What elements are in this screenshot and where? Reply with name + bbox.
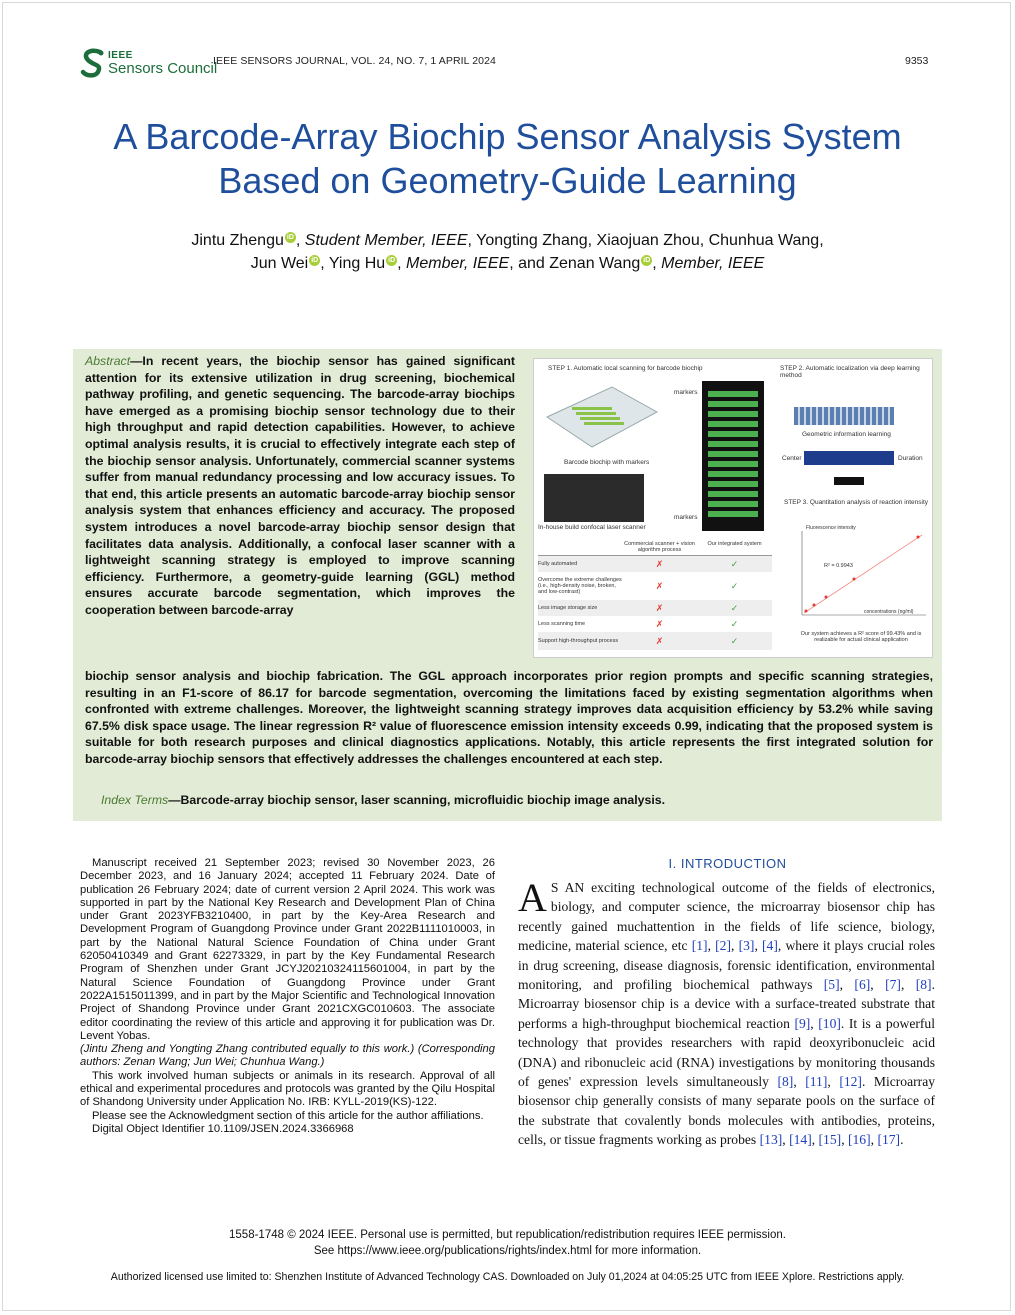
- abstract-column-text: [85, 353, 515, 619]
- running-head: IEEE SENSORS JOURNAL, VOL. 24, NO. 7, 1 APRIL 2024: [213, 55, 496, 67]
- author-role: Student Member, IEEE: [304, 232, 468, 249]
- citation-link[interactable]: [2]: [715, 938, 731, 954]
- footnote-corresponding: (Jintu Zheng and Yongting Zhang contributed equally to this work.) (Corresponding authors: Zenan Wang; Jun Wei; Chunhua Wang.): [80, 1043, 495, 1069]
- ga-step1-label: STEP 1. Automatic local scanning for barcode biochip: [548, 365, 703, 372]
- r2-label: R² = 0.9943: [824, 563, 853, 569]
- table-row: Support high-throughput process ✗ ✓: [538, 632, 772, 650]
- footnote-ethics: This work involved human subjects or animals in its research. Approval of all ethical and experimental procedures and protocols was granted by the Qilu Hospital of Shandong University under Application No. IRB: KYLL-2019(KS)-122.: [80, 1069, 495, 1109]
- citation-link[interactable]: [5]: [823, 977, 840, 993]
- copyright-line2[interactable]: See https://www.ieee.org/publications/rights/index.html for more information.: [313, 1245, 702, 1257]
- comparison-table: [538, 539, 772, 650]
- table-head-commercial: Commercial scanner + vision algorithm process: [624, 541, 695, 553]
- geo-learning-label: Geometric information learning: [802, 431, 891, 438]
- footnote-doi[interactable]: Digital Object Identifier 10.1109/JSEN.2024.3366968: [92, 1122, 354, 1135]
- orcid-icon[interactable]: iD: [388, 257, 396, 264]
- citation-link[interactable]: [10]: [818, 1015, 841, 1031]
- ga-step2-label: STEP 2. Automatic localization via deep learning method: [780, 365, 920, 379]
- logo-ieee-text: IEEE: [108, 49, 133, 61]
- table-row: Less image storage size ✗ ✓: [538, 600, 772, 616]
- citation-link[interactable]: [13]: [759, 1132, 783, 1148]
- citation-link[interactable]: [6]: [854, 977, 871, 993]
- author-name: and Zenan Wang: [518, 255, 641, 272]
- citation-link[interactable]: [14]: [789, 1132, 812, 1148]
- index-terms: [101, 793, 931, 807]
- author-name: Ying Hu: [328, 255, 386, 272]
- footnote-affiliations: Please see the Acknowledgment section of this article for the author affiliations.: [92, 1109, 484, 1122]
- abstract-full-width-text: biochip sensor analysis and biochip fabrication. The GGL approach incorporates prior region prompts and specific scanning strategies, resulting in an F1-score of 86.17 for barcode segmentation, overcoming the limitations faced by existing segmentation algorithms when confronted with extreme challenges. Moreover, the lightweight scanning strategy improves data acquisition efficiency by 53.2% while saving 67.5% disk space usage. The linear regression R² value of fluorescence emission intensity exceeds 0.99, indicating that the proposed system is suitable for both research purposes and clinical diagnostics applications. Notably, this article represents the first integrated solution for barcode-array biochip sensors that effectively addresses the challenges encountered at each step.: [85, 669, 933, 766]
- introduction-text: [518, 875, 936, 1150]
- center-label: Center: [782, 455, 802, 462]
- duration-label: Duration: [898, 455, 923, 462]
- scanner-caption: In-house build confocal laser scanner: [538, 524, 646, 531]
- abstract-label: Abstract: [85, 354, 131, 368]
- authorized-use-notice: Authorized licensed use limited to: Shenzhen Institute of Advanced Technology CAS. Downloaded on July 01,2024 at 04:05:25 UTC from IEEE Xplore. Restrictions apply.: [110, 1271, 905, 1283]
- citation-link[interactable]: [8]: [915, 977, 932, 993]
- step2-output: [834, 477, 864, 485]
- citation-link[interactable]: [12]: [839, 1074, 862, 1090]
- citation-link[interactable]: [11]: [805, 1074, 828, 1090]
- scan-strip: [702, 381, 764, 531]
- citation-link[interactable]: [3]: [738, 938, 755, 954]
- author-name: Jintu Zhengu: [191, 232, 284, 249]
- summary-text: Our system achieves a R² score of 99.43% and is realizable for actual clinical application: [800, 631, 922, 643]
- citation-link[interactable]: [9]: [794, 1015, 811, 1031]
- citation-link[interactable]: [17]: [877, 1132, 901, 1148]
- index-terms-label: Index Terms: [101, 793, 169, 807]
- citation-link[interactable]: [15]: [818, 1132, 842, 1148]
- paper-title: A Barcode-Array Biochip Sensor Analysis System Based on Geometry-Guide Learning: [113, 116, 902, 201]
- citation-link[interactable]: [7]: [885, 977, 901, 993]
- sensors-council-logo-icon: [80, 48, 106, 78]
- biochip-illustration: [542, 377, 662, 457]
- scanner-photo: [544, 474, 644, 522]
- ieee-sensors-council-logo: [80, 48, 217, 78]
- author-names: Yongting Zhang, Xiaojuan Zhou, Chunhua Wang,: [476, 232, 824, 249]
- table-head-ours: Our integrated system: [707, 541, 762, 547]
- author-name: Jun Wei: [250, 255, 309, 272]
- plot-xlabel: concentrations (ng/ml): [864, 609, 914, 615]
- graphical-abstract: [533, 358, 933, 658]
- citation-link[interactable]: [8]: [777, 1074, 794, 1090]
- biochip-caption: Barcode biochip with markers: [564, 459, 650, 466]
- page-number: 9353: [905, 55, 929, 67]
- logo-council-text: Sensors Council: [108, 59, 218, 77]
- table-row: Fully automated ✗ ✓: [538, 556, 772, 572]
- plot-ylabel: Fluorescence intensity: [806, 525, 856, 531]
- abstract-body-part1: —In recent years, the biochip sensor has gained significant attention for its extensive utilization in drug screening, biochemical pathway profiling, and genetic sequencing. The barcode-array biochips have emerged as a promising biochip sensor technology due to their high throughput and rapid detection capabilities. However, to achieve optimal analysis results, it is crucial to effectively integrate each step of the biochip sensor analysis. Unfortunately, commercial scanner systems suffer from manual redundancy processing and low accuracy issues. To that end, this article presents an automatic barcode-array biochip sensor analysis system that enhances efficiency and accuracy. The proposed system introduces a novel barcode-array biochip sensor design that facilitates data analysis. Additionally, a confocal laser scanner with a lightweight scanning strategy is employed to improve scanning efficiency. Furthermore, a geometry-guide learning (GGL) method ensures accurate barcode segmentation, which improves the cooperation between barcode-array: [85, 354, 515, 617]
- author-role: Member, IEEE: [406, 255, 510, 272]
- markers-bottom-label: markers: [674, 514, 698, 521]
- index-terms-text: —Barcode-array biochip sensor, laser scanning, microfluidic biochip image analysis.: [168, 793, 666, 807]
- author-list: Jintu Zhengu iD , Student Member, IEEE, Yongting Zhang, Xiaojuan Zhou, Chunhua Wang, Jun Wei iD , Ying Hu iD , Member, IEEE, and Zenan Wang iD , Member, IEEE: [191, 232, 824, 272]
- dropcap: A: [518, 875, 547, 920]
- section-heading-introduction: I. INTRODUCTION: [668, 856, 787, 871]
- citation-link[interactable]: [1]: [691, 938, 708, 954]
- orcid-icon[interactable]: iD: [286, 234, 294, 241]
- orcid-icon[interactable]: iD: [311, 257, 319, 264]
- orcid-icon[interactable]: iD: [643, 257, 651, 264]
- markers-top-label: markers: [674, 389, 698, 396]
- table-row: Overcome the extreme challenges (i.e., high-density noise, broken, and low-contrast) ✗ ✓: [538, 577, 739, 595]
- introduction-body: S AN exciting technological outcome of the fields of electronics, biology, and computer science, the microarray biosensor chip has recently gained muchattention in the fields of life science, biology, medicine, material science, etc [1], [2], [3], [4], where it plays crucial roles in drug screening, disease diagnosis, forensic identification, environmental monitoring, and profiling biochemical pathways [5], [6], [7], [8]. Microarray biosensor chip is a device with a surface-treated substrate that performs a high-throughput biochemical reaction [9], [10]. It is a powerful technology that provides researchers with rapid deoxyribonucleic acid (DNA) and ribonucleic acid (RNA) investigations by monitoring thousands of genes' expression levels simultaneously [8], [11], [12]. Microarray biosensor chip generally consists of many separate pools on the surface of the substrate that covalently bonds molecules with antibodies, proteins, cells, or tissue fragments working as probes [13], [14], [15], [16], [17].: [518, 880, 936, 1148]
- ga-step3-label: STEP 3. Quantitation analysis of reaction intensity: [784, 499, 929, 506]
- step2-segmentation: [804, 451, 894, 465]
- footnote-column: [80, 857, 495, 1136]
- citation-link[interactable]: [16]: [847, 1132, 871, 1148]
- copyright-line1: 1558-1748 © 2024 IEEE. Personal use is permitted, but republication/redistribution requires IEEE permission.: [229, 1229, 786, 1241]
- author-role: Member, IEEE: [661, 255, 765, 272]
- copyright-notice: [60, 1227, 955, 1259]
- table-row: Less scanning time ✗ ✓: [538, 618, 739, 629]
- citation-link[interactable]: [4]: [762, 938, 778, 954]
- step2-feature-map: [794, 407, 894, 425]
- footnote-manuscript: Manuscript received 21 September 2023; revised 30 November 2023, 26 December 2023, and 16 January 2024; accepted 11 February 2024. Date of publication 26 February 2024; date of current version 2 April 2024. This work was supported in part by the National Key Research and Development Plan of China under Grant 2023YFB3210400, in part by the Key-Area Research and Development Program of Guangdong Province under Grant 2022B1111010003, in part by the National Natural Science Foundation of China under Grant 62050410349 and Grant 62273329, in part by the Key Fundamental Research Program of Shenzhen under Grant JCYJ20210324115601004, in part by the Natural Science Foundation of Guangdong Province under Grant 2022A1515011399, and in part by the Major Scientific and Technological Innovation Project of Shandong Province under Grant 2021CXGC010603. The associate editor coordinating the review of this article and approving it for publication was Dr. Levent Yobas.: [80, 857, 495, 1042]
